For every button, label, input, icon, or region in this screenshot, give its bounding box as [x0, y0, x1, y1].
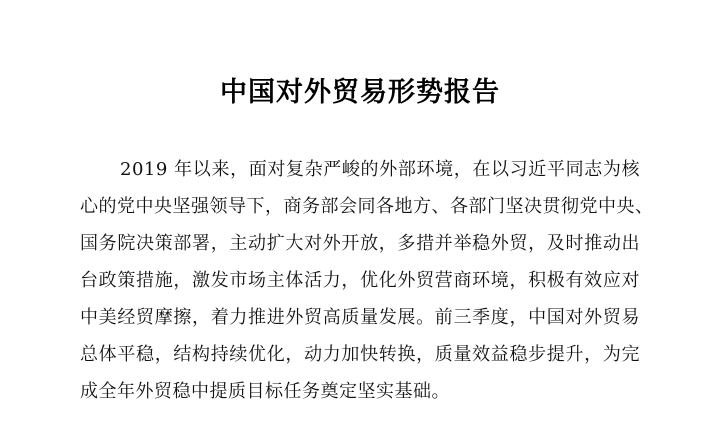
- paragraph-line: 心的党中央坚强领导下，商务部会同各地方、各部门坚决贯彻党中央、: [80, 196, 654, 217]
- paragraph-line: 中美经贸摩擦，着力推进外贸高质量发展。前三季度，中国对外贸易: [80, 307, 640, 328]
- body-paragraph: [80, 151, 654, 410]
- paragraph-line: 2019 年以来，面对复杂严峻的外部环境，在以习近平同志为核: [120, 159, 640, 180]
- paragraph-line: 台政策措施，激发市场主体活力，优化外贸营商环境，积极有效应对: [80, 270, 640, 291]
- paragraph-line: 总体平稳，结构持续优化，动力加快转换，质量效益稳步提升，为完: [80, 344, 640, 365]
- paragraph-line: 成全年外贸稳中提质目标任务奠定坚实基础。: [80, 381, 450, 402]
- document-title: 中国对外贸易形势报告: [220, 77, 500, 108]
- paragraph-line: 国务院决策部署，主动扩大对外开放，多措并举稳外贸，及时推动出: [80, 233, 640, 254]
